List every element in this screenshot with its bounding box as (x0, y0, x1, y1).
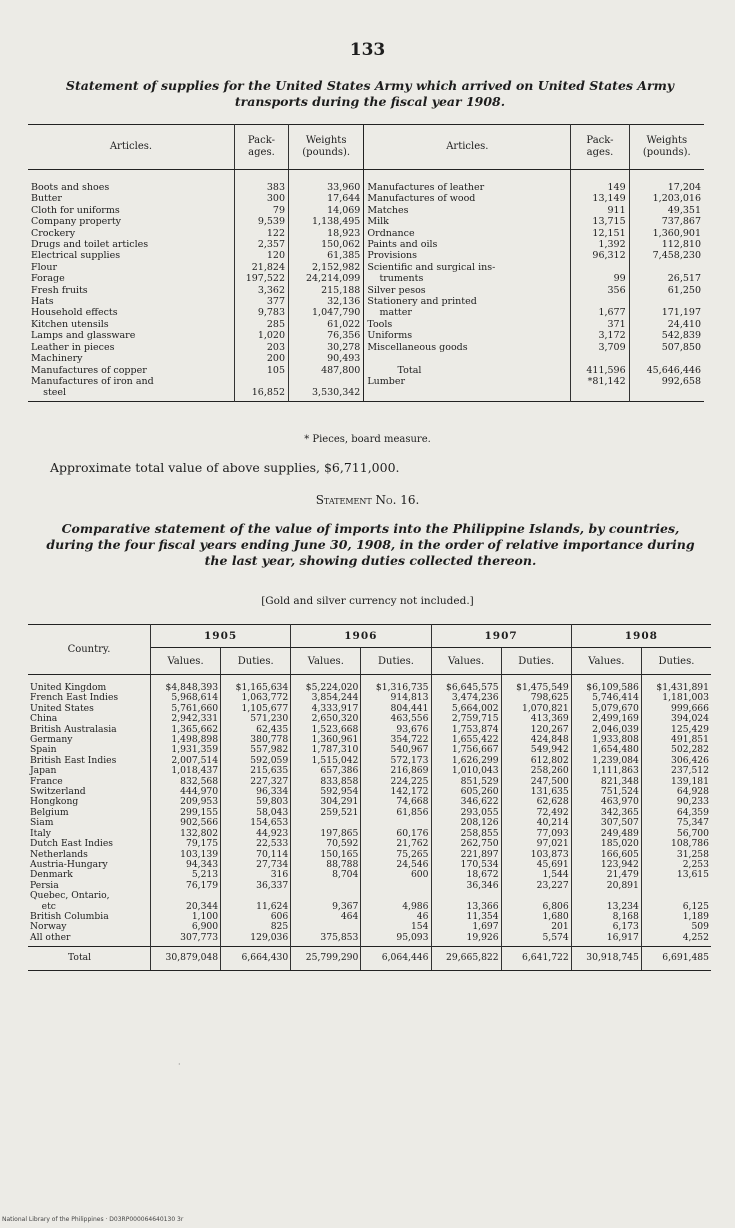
weights-header-right: Weights (pounds). (629, 125, 704, 170)
duties-header: Duties. (641, 648, 711, 675)
page-number: 133 (349, 40, 386, 60)
statement2-title: Comparative statement of the value of imports into the Philippine Islands, by countries, during the four fiscal years ending June 30, 1908, in the order of relative importance during the last year, showing duties collected thereon. (46, 521, 695, 568)
statement2-heading: Statement No. 16. (315, 493, 420, 507)
values-1907: $6,645,575 3,474,236 5,664,002 2,759,715 1,753,874 1,655,422 1,756,667 1,626,299 1,010,043 851,529 605,260 346,622 293,055 208,126 258,855 262,750 221,897 170,534 18,672 36,346 13,366 11,354 1,697 19,926 (431, 675, 501, 947)
year-1908: 1908 (571, 625, 711, 648)
articles-header: Articles. (28, 125, 234, 170)
left-articles: Boots and shoes Butter Cloth for uniforms Company property Crockery Drugs and toilet articles Electrical supplies Flour Forage Fresh fruits Hats Household effects Kitchen utensils Lamps and glassware Leather in pieces Machinery Manufactures of copper Manufactures of iron and steel (28, 170, 234, 402)
total-value: 6,641,722 (501, 947, 571, 970)
scan-footer: National Library of the Philippines · D03RP000064640130 3r (2, 1216, 184, 1223)
right-articles: Manufactures of leather Manufactures of wood Matches Milk Ordnance Paints and oils Provisions Scientific and surgical ins- truments Silver pesos Stationery and printed matter Tools Uniforms Miscellaneous goods Total Lumber (364, 170, 571, 402)
approx-total: Approximate total value of above supplies, $6,711,000. (50, 460, 400, 475)
total-value: 25,799,290 (291, 947, 361, 970)
duties-1905: $1,165,634 1,063,772 1,105,677 571,230 62,435 380,778 557,982 592,059 215,635 227,327 96,334 59,803 58,043 154,653 44,923 22,533 70,114 27,734 316 36,337 11,624 606 825 129,036 (221, 675, 291, 947)
left-weights: 33,960 17,644 14,069 1,138,495 18,923 150,062 61,385 2,152,982 24,214,099 215,188 32,136 1,047,790 61,022 76,356 30,278 90,493 487,800 3,530,342 (289, 170, 364, 402)
country-header: Country. (28, 625, 151, 675)
right-weights: 17,204 1,203,016 49,351 737,867 1,360,901 112,810 7,458,230 26,517 61,250 171,197 24,410 542,839 507,850 45,646,446 992,658 (646, 182, 701, 387)
duties-header: Duties. (501, 648, 571, 675)
duties-1906: $1,316,735 914,813 804,441 463,556 93,676 354,722 540,967 572,173 216,869 224,225 142,172 74,668 61,856 60,176 21,762 75,265 24,546 600 4,986 46 154 95,093 (361, 675, 431, 947)
values-header: Values. (151, 648, 221, 675)
country-list: United Kingdom French East Indies United States China British Australasia Germany Spain British East Indies Japan France Switzerland Hongkong Belgium Siam Italy Dutch East Indies Netherlands Austria-Hungary Denmark Persia Quebec, Ontario, etc British Columbia Norway All other (28, 675, 151, 947)
imports-table (28, 624, 711, 971)
values-1906: $5,224,020 3,854,244 4,333,917 2,650,320 1,523,668 1,360,961 1,787,310 1,515,042 657,386 833,858 592,954 304,291 259,521 197,865 70,592 150,165 88,788 8,704 9,367 464 375,853 (291, 675, 361, 947)
values-header: Values. (571, 648, 641, 675)
total-value: 30,879,048 (151, 947, 221, 970)
page-speck: · (178, 1060, 181, 1069)
total-value: 6,664,430 (221, 947, 291, 970)
year-1907: 1907 (431, 625, 571, 648)
values-header: Values. (431, 648, 501, 675)
packages-header: Pack-ages. (234, 125, 288, 170)
left-packages: 383 300 79 9,539 122 2,357 120 21,824 197,522 3,362 377 9,783 285 1,020 203 200 105 16,852 (234, 170, 288, 402)
total-label: Total (28, 947, 151, 970)
duties-1907: $1,475,549 798,625 1,070,821 413,369 120,267 424,848 549,942 612,802 258,260 247,500 131,635 62,628 72,492 40,214 77,093 97,021 103,873 45,691 1,544 23,227 6,806 1,680 201 5,574 (501, 675, 571, 947)
supplies-table (28, 124, 704, 402)
packages-header-right: Pack-ages. (571, 125, 629, 170)
year-1905: 1905 (151, 625, 291, 648)
year-1906: 1906 (291, 625, 431, 648)
duties-header: Duties. (221, 648, 291, 675)
total-value: 29,665,822 (431, 947, 501, 970)
duties-1908: $1,431,891 1,181,003 999,666 394,024 125,429 491,851 502,282 306,426 237,512 139,181 64,928 90,233 64,359 75,347 56,700 108,786 31,258 2,253 13,615 6,125 1,189 509 4,252 (656, 682, 709, 943)
total-value: 30,918,745 (571, 947, 641, 970)
weights-header: Weights (pounds). (289, 125, 364, 170)
footnote: * Pieces, board measure. (304, 434, 431, 445)
values-1905: $4,848,393 5,968,614 5,761,660 2,942,331 1,365,662 1,498,898 1,931,359 2,007,514 1,018,437 832,568 444,970 209,953 299,155 902,566 132,802 79,175 103,139 94,343 5,213 76,179 20,344 1,100 6,900 307,773 (151, 675, 221, 947)
statement1-title: Statement of supplies for the United States Army which arrived on United States Army transports during the fiscal year 1908. (65, 78, 675, 109)
values-header: Values. (291, 648, 361, 675)
total-value: 6,064,446 (361, 947, 431, 970)
articles-header-right: Articles. (364, 125, 571, 170)
currency-note: [Gold and silver currency not included.] (261, 595, 474, 607)
right-packages: 149 13,149 911 13,715 12,151 1,392 96,312 99 356 1,677 371 3,172 3,709 411,596 *81,142 (571, 170, 629, 402)
duties-header: Duties. (361, 648, 431, 675)
values-1908: $6,109,586 5,746,414 5,079,670 2,499,169 2,046,039 1,933,808 1,654,480 1,239,084 1,111,863 821,348 751,524 463,970 342,365 307,507 249,489 185,020 166,605 123,942 21,479 20,891 13,234 8,168 6,173 16,917 (571, 675, 641, 947)
total-value: 6,691,485 (641, 947, 711, 970)
